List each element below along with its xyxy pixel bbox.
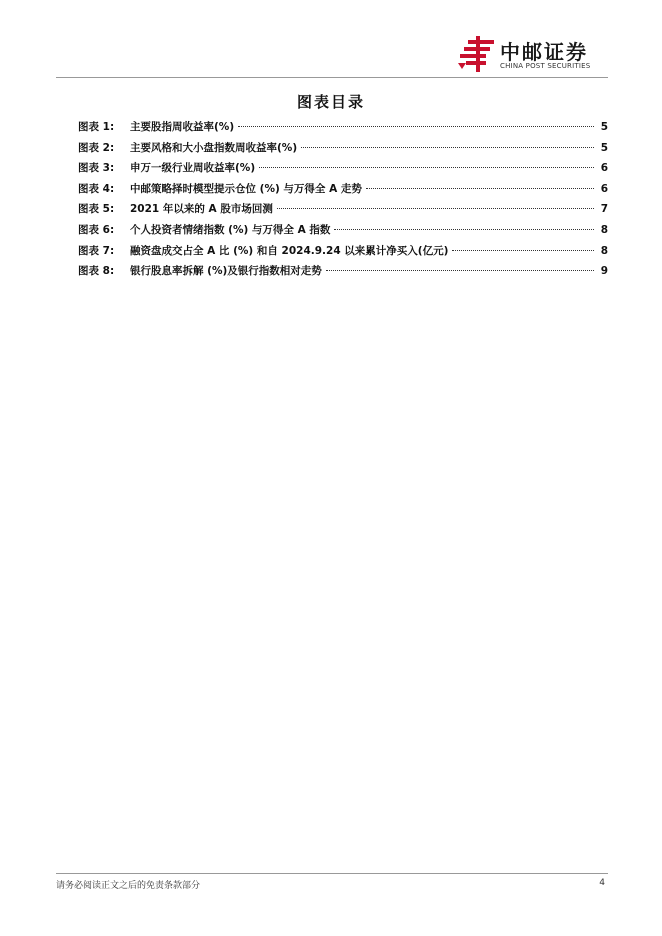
toc-leader-dots [238, 126, 594, 127]
toc-entry-label: 图表 3: [78, 162, 115, 175]
china-post-logo-icon [458, 36, 496, 72]
toc-entry-label: 图表 6: [78, 223, 115, 236]
toc-entry-7[interactable] [78, 243, 608, 264]
toc-entry-text: 个人投资者情绪指数 (%) 与万得全 A 指数 [130, 223, 331, 236]
toc-entry-page: 5 [600, 121, 608, 133]
page-number: 4 [599, 878, 605, 888]
toc-entry-text: 融资盘成交占全 A 比 (%) 和自 2024.9.24 以来累计净买入(亿元) [130, 244, 449, 257]
toc-entry-1[interactable] [78, 119, 608, 140]
toc-entry-label: 图表 8: [78, 265, 115, 278]
toc-leader-dots [277, 208, 594, 209]
toc-leader-dots [301, 147, 594, 148]
toc-entry-page: 6 [600, 182, 608, 195]
toc-entry-8[interactable] [78, 263, 608, 284]
toc-entry-text: 银行股息率拆解 (%)及银行指数相对走势 [130, 265, 322, 278]
toc-title: 图表目录 [296, 93, 365, 111]
toc-entry-6[interactable] [78, 222, 608, 243]
toc-entry-text: 申万一级行业周收益率(%) [130, 162, 256, 175]
toc-entry-label: 图表 5: [78, 203, 115, 216]
page-header [56, 0, 608, 80]
logo-english-name: CHINA POST SECURITIES [500, 62, 591, 70]
toc-entry-label: 图表 4: [78, 182, 115, 195]
toc-entry-label: 图表 1: [78, 121, 115, 133]
logo-chinese-name: 中邮证券 [500, 40, 588, 64]
toc-entry-4[interactable] [78, 181, 608, 202]
toc-entry-page: 8 [600, 244, 608, 257]
toc-leader-dots [259, 167, 594, 168]
footer-disclaimer: 请务必阅读正文之后的免责条款部分 [56, 881, 201, 891]
toc-leader-dots [452, 250, 594, 251]
toc-leader-dots [326, 270, 594, 271]
toc-entry-text: 主要风格和大小盘指数周收益率(%) [130, 141, 298, 154]
toc-entry-text: 2021 年以来的 A 股市场回测 [130, 203, 273, 216]
toc-entry-label: 图表 2: [78, 141, 115, 154]
toc-leader-dots [334, 229, 594, 230]
toc-entry-page: 9 [600, 265, 608, 278]
toc-entry-page: 5 [600, 141, 608, 154]
toc-entry-5[interactable] [78, 201, 608, 222]
company-logo [458, 36, 608, 76]
toc-entry-2[interactable] [78, 140, 608, 161]
toc-entry-label: 图表 7: [78, 244, 115, 257]
footer-divider [56, 873, 608, 874]
toc-entry-page: 6 [600, 162, 608, 175]
toc-entry-text: 中邮策略择时模型提示仓位 (%) 与万得全 A 走势 [130, 182, 362, 195]
toc-leader-dots [366, 188, 594, 189]
toc-entry-page: 8 [600, 223, 608, 236]
table-of-figures [78, 119, 608, 284]
toc-entry-3[interactable] [78, 160, 608, 181]
toc-entry-text: 主要股指周收益率(%) [130, 121, 235, 133]
toc-entry-page: 7 [600, 203, 608, 216]
header-divider [56, 77, 608, 78]
